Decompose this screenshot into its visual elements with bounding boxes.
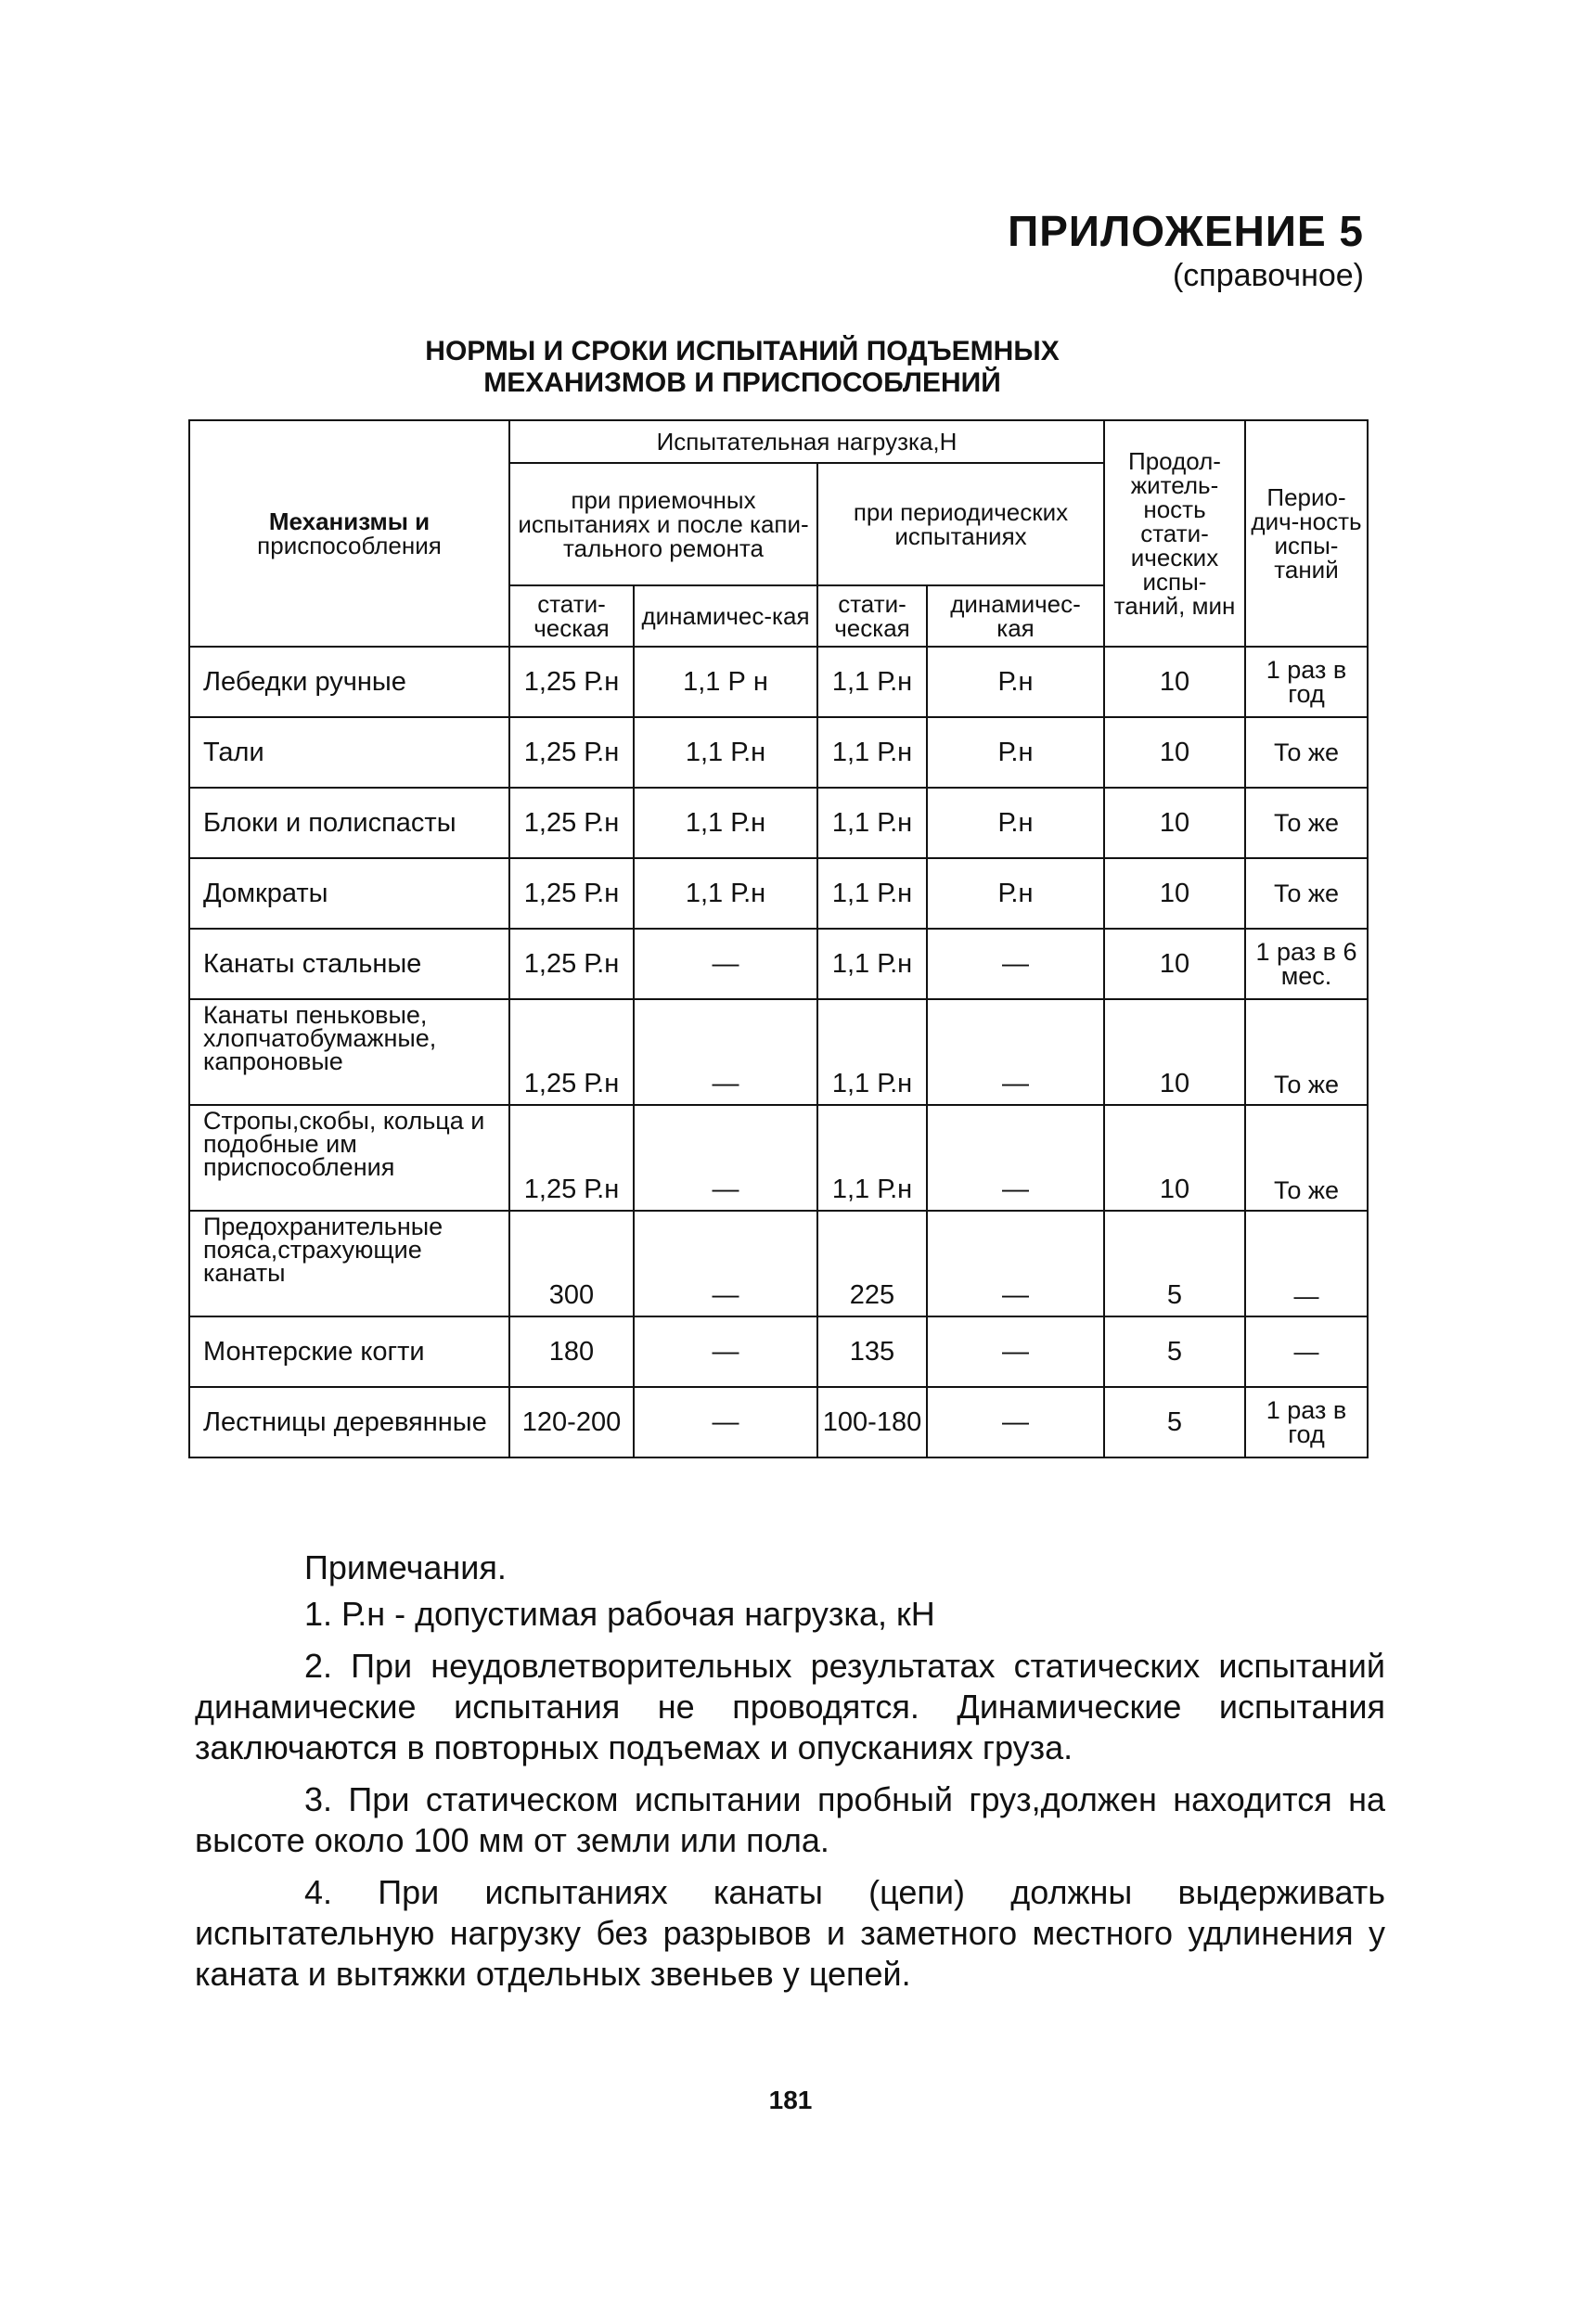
duration-value: 10: [1104, 647, 1245, 717]
acceptance-dynamic-value: —: [634, 929, 817, 999]
appendix-title: ПРИЛОЖЕНИЕ 5: [1008, 207, 1364, 255]
periodic-static-value: 225: [817, 1211, 927, 1316]
periodic-dynamic-value: —: [927, 929, 1104, 999]
table-row: [189, 929, 1368, 999]
duration-value: 10: [1104, 1105, 1245, 1211]
mechanism-name: Лестницы деревянные: [189, 1387, 509, 1457]
acceptance-static-value: 120-200: [509, 1387, 634, 1457]
mechanism-name: Предохранительные пояса,страхующие канаты: [189, 1211, 509, 1316]
note-item-3: 3. При статическом испытании пробный груз,должен находится на высоте около 100 мм от земли или пола.: [195, 1780, 1385, 1859]
header-periodic-static: стати-ческая: [817, 585, 927, 647]
header-periodic-dynamic: динамичес-кая: [927, 585, 1104, 647]
periodic-static-value: 1,1 Р.н: [817, 717, 927, 788]
periodic-static-value: 1,1 Р.н: [817, 647, 927, 717]
test-norms-table: [188, 419, 1369, 1458]
periodicity-value: —: [1245, 1316, 1368, 1387]
table-row: [189, 1387, 1368, 1457]
acceptance-dynamic-value: 1,1 Р.н: [634, 717, 817, 788]
periodic-dynamic-value: Р.н: [927, 788, 1104, 858]
table-row: [189, 1316, 1368, 1387]
periodic-static-value: 1,1 Р.н: [817, 929, 927, 999]
acceptance-static-value: 1,25 Р.н: [509, 717, 634, 788]
header-acceptance-static: стати-ческая: [509, 585, 634, 647]
mechanism-name: Домкраты: [189, 858, 509, 929]
periodic-dynamic-value: —: [927, 1316, 1104, 1387]
acceptance-static-value: 1,25 Р.н: [509, 1105, 634, 1211]
acceptance-static-value: 1,25 Р.н: [509, 647, 634, 717]
periodic-dynamic-value: —: [927, 1211, 1104, 1316]
periodic-dynamic-value: Р.н: [927, 647, 1104, 717]
periodic-dynamic-value: —: [927, 1105, 1104, 1211]
periodic-static-value: 1,1 Р.н: [817, 1105, 927, 1211]
periodicity-value: 1 раз в год: [1245, 1387, 1368, 1457]
appendix-subtitle: (справочное): [1172, 258, 1364, 293]
table-row: [189, 858, 1368, 929]
duration-value: 10: [1104, 858, 1245, 929]
header-acceptance-tests: при приемочных испытаниях и после капи-тального ремонта: [509, 463, 817, 585]
heading-line-1: НОРМЫ И СРОКИ ИСПЫТАНИЙ ПОДЪЕМНЫХ: [425, 336, 1060, 366]
page-number: 181: [768, 2086, 813, 2114]
acceptance-dynamic-value: 1,1 Р.н: [634, 788, 817, 858]
duration-value: 10: [1104, 999, 1245, 1105]
duration-value: 10: [1104, 788, 1245, 858]
acceptance-dynamic-value: —: [634, 999, 817, 1105]
acceptance-static-value: 300: [509, 1211, 634, 1316]
header-mechanisms-line1: Механизмы и: [268, 507, 431, 535]
acceptance-static-value: 1,25 Р.н: [509, 999, 634, 1105]
periodic-static-value: 100-180: [817, 1387, 927, 1457]
periodicity-value: То же: [1245, 1105, 1368, 1211]
duration-value: 5: [1104, 1211, 1245, 1316]
acceptance-static-value: 1,25 Р.н: [509, 858, 634, 929]
notes-title: Примечания.: [304, 1548, 507, 1586]
duration-value: 5: [1104, 1316, 1245, 1387]
notes-section: [195, 1547, 1385, 2006]
periodic-dynamic-value: Р.н: [927, 717, 1104, 788]
note-item-1: 1. Р.н - допустимая рабочая нагрузка, кН: [304, 1595, 935, 1633]
mechanism-name: Канаты стальные: [189, 929, 509, 999]
header-periodicity: Перио-дич-ность испы-таний: [1245, 420, 1368, 647]
table-row: [189, 788, 1368, 858]
periodic-static-value: 1,1 Р.н: [817, 999, 927, 1105]
acceptance-static-value: 180: [509, 1316, 634, 1387]
periodic-static-value: 135: [817, 1316, 927, 1387]
table-row: [189, 1211, 1368, 1316]
mechanism-name: Канаты пеньковые, хлопчатобумажные, капроновые: [189, 999, 509, 1105]
acceptance-static-value: 1,25 Р.н: [509, 788, 634, 858]
duration-value: 5: [1104, 1387, 1245, 1457]
table-row: [189, 647, 1368, 717]
header-acceptance-dynamic: динамичес-кая: [634, 585, 817, 647]
note-item-2: 2. При неудовлетворительных результатах статических испытаний динамические испытания не проводятся. Динамические испытания заключаются в повторных подъемах и опусканиях груза.: [195, 1647, 1385, 1766]
table-row: [189, 999, 1368, 1105]
periodic-dynamic-value: —: [927, 999, 1104, 1105]
periodic-static-value: 1,1 Р.н: [817, 788, 927, 858]
periodic-dynamic-value: —: [927, 1387, 1104, 1457]
periodicity-value: То же: [1245, 858, 1368, 929]
document-heading: [278, 336, 1206, 399]
periodicity-value: То же: [1245, 788, 1368, 858]
periodicity-value: То же: [1245, 999, 1368, 1105]
heading-line-2: МЕХАНИЗМОВ И ПРИСПОСОБЛЕНИЙ: [483, 367, 1001, 398]
acceptance-dynamic-value: 1,1 Р н: [634, 647, 817, 717]
mechanism-name: Лебедки ручные: [189, 647, 509, 717]
acceptance-dynamic-value: —: [634, 1105, 817, 1211]
periodicity-value: 1 раз в год: [1245, 647, 1368, 717]
header-mechanisms: [189, 420, 509, 647]
mechanism-name: Тали: [189, 717, 509, 788]
acceptance-dynamic-value: —: [634, 1211, 817, 1316]
duration-value: 10: [1104, 929, 1245, 999]
table-row: [189, 1105, 1368, 1211]
mechanism-name: Блоки и полиспасты: [189, 788, 509, 858]
acceptance-static-value: 1,25 Р.н: [509, 929, 634, 999]
table-row: [189, 717, 1368, 788]
header-mechanisms-line2: приспособления: [257, 532, 442, 559]
acceptance-dynamic-value: —: [634, 1387, 817, 1457]
acceptance-dynamic-value: 1,1 Р.н: [634, 858, 817, 929]
periodicity-value: 1 раз в 6 мес.: [1245, 929, 1368, 999]
header-test-load: Испытательная нагрузка,Н: [509, 420, 1104, 463]
acceptance-dynamic-value: —: [634, 1316, 817, 1387]
mechanism-name: Монтерские когти: [189, 1316, 509, 1387]
periodic-static-value: 1,1 Р.н: [817, 858, 927, 929]
mechanism-name: Стропы,скобы, кольца и подобные им приспособления: [189, 1105, 509, 1211]
periodicity-value: То же: [1245, 717, 1368, 788]
header-periodic-tests: при периодических испытаниях: [817, 463, 1104, 585]
header-duration: Продол-житель-ность стати-ических испы-таний, мин: [1104, 420, 1245, 647]
periodicity-value: —: [1245, 1211, 1368, 1316]
note-item-4: 4. При испытаниях канаты (цепи) должны выдерживать испытательную нагрузку без разрывов и заметного местного удлинения у каната и вытяжки отдельных звеньев у цепей.: [195, 1873, 1385, 1993]
periodic-dynamic-value: Р.н: [927, 858, 1104, 929]
duration-value: 10: [1104, 717, 1245, 788]
